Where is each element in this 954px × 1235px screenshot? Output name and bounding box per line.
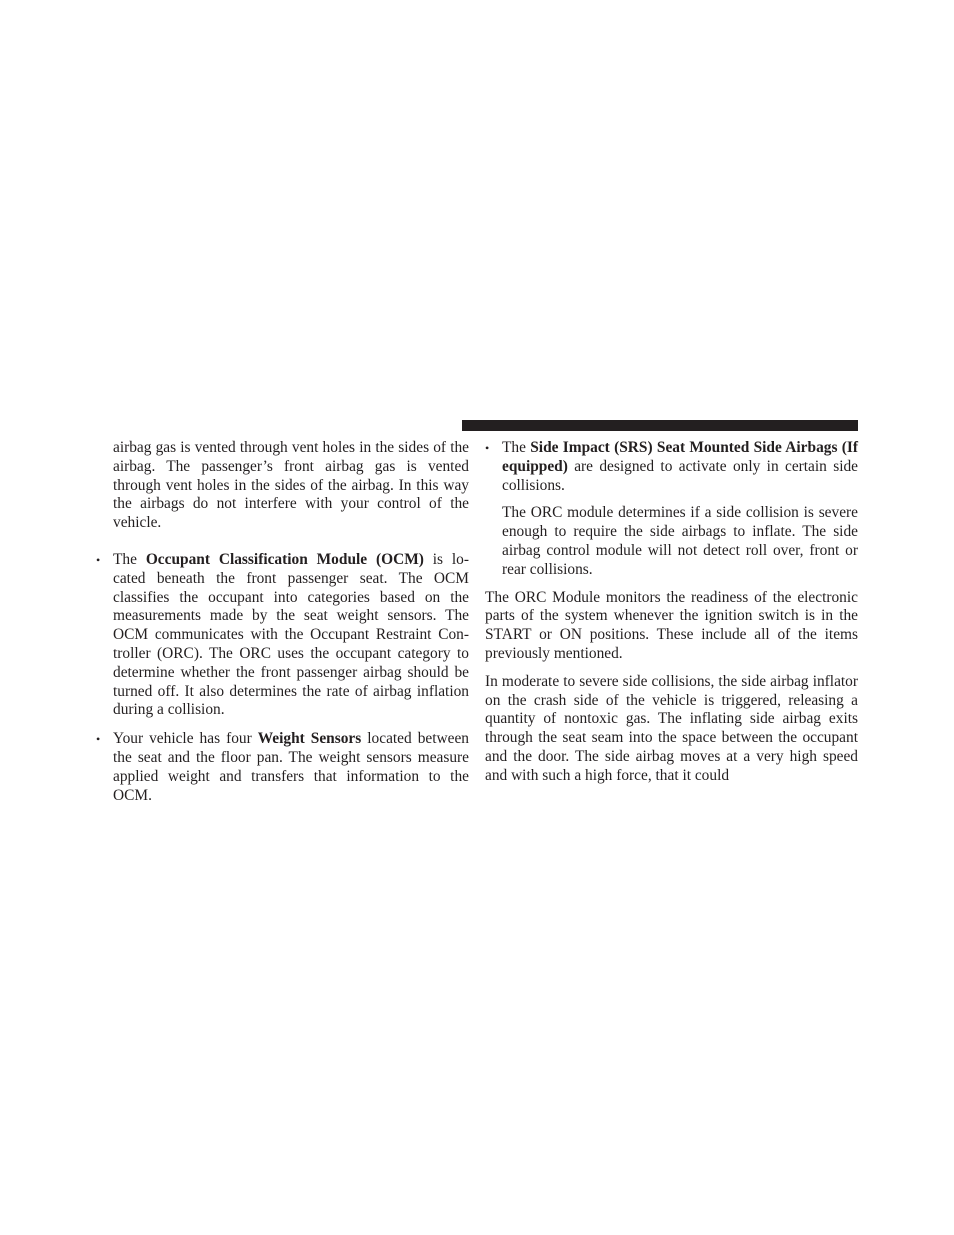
bullet-icon: • (96, 552, 101, 567)
bullet-icon: • (485, 441, 490, 455)
bullet-side-airbags (485, 439, 858, 495)
bullet-weight-sensors (96, 730, 469, 805)
section-header-bar (462, 420, 858, 431)
intro-paragraph: airbag gas is vented through vent holes in the sides of the airbag. The passenger’s front airbag gas is vented through vent holes in the sides of the airbag. In this way the airbags do not interfere with your control of the vehicle. (113, 439, 469, 532)
right-column (485, 439, 858, 786)
bullet-weight-text: located between the seat and the floor pan. The weight sensors measure applied weight and transfers that information to the OCM. (113, 730, 469, 804)
bullet-ocm-text: is lo-cated beneath the front passenger seat. The OCM classifies the occupant into categories based on the measurements made by the seat weight sensors. The OCM communicates with the Occupant Restraint Con-troller (ORC). The ORC uses the occupant category to determine whether the front passenger airbag should be turned off. It also determines the rate of airbag inflation during a collision. (113, 550, 469, 719)
orc-monitor-paragraph: The ORC Module monitors the readiness of the electronic parts of the system whenever the ignition switch is in the START or ON positions. These include all of the items previously mentioned. (485, 588, 858, 662)
bullet-weight-term: Weight Sensors (257, 730, 362, 748)
bullet-weight-prefix: Your vehicle has four (113, 730, 258, 748)
bullet-side-prefix: The (502, 439, 531, 456)
bullet-icon: • (96, 732, 101, 747)
bullet-ocm-prefix: The (113, 550, 146, 568)
side-collision-paragraph: In moderate to severe side collisions, the side airbag inflator on the crash side of the vehicle is triggered, releasing a quantity of nontoxic gas. The inflating side airbag exits through the seat seam into the space between the occupant and the door. The side airbag moves at a very high speed and with such a high force, that it could (485, 672, 858, 784)
left-column (96, 439, 469, 805)
bullet-side-text: are designed to activate only in certain side collisions. (502, 457, 858, 494)
bullet-ocm-term: Occupant Classification Module (OCM) (145, 550, 424, 568)
bullet-side-term: Side Impact (SRS) Seat Mounted Side Airbags (If equipped) (502, 439, 859, 475)
side-followup-paragraph: The ORC module determines if a side collision is severe enough to require the side airbags to inflate. The side airbag control module will not detect roll over, front or rear collisions. (502, 504, 858, 578)
bullet-ocm (96, 551, 469, 720)
